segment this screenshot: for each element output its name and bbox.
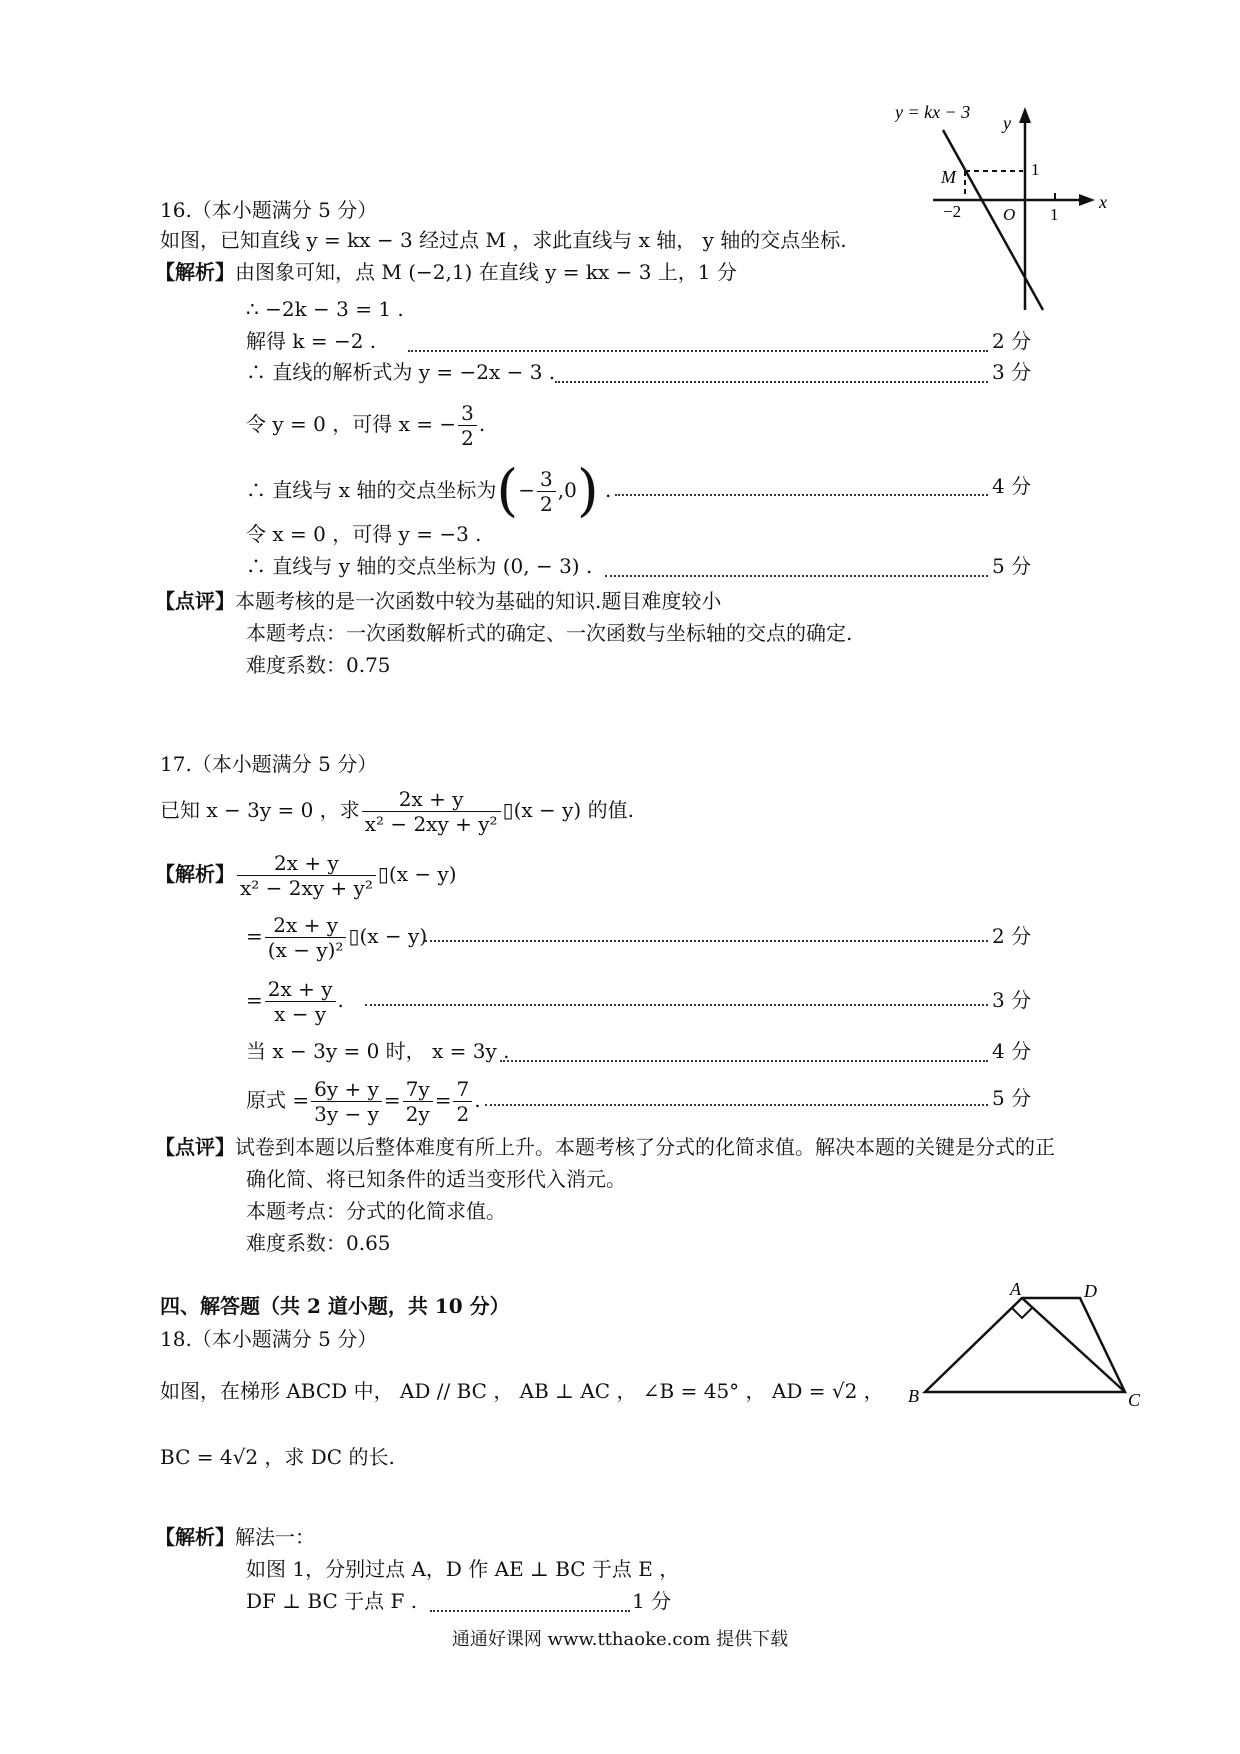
q16-step4-score: 3 分 [992,360,1032,384]
fraction [458,401,477,450]
q17-comment-line [155,1133,1055,1161]
numerator: 6y + y [311,1077,382,1102]
q18-line2: DF ⊥ BC 于点 F . [246,1589,418,1613]
fraction [537,467,556,516]
denominator: x² − 2xy + y² [240,876,373,900]
fraction [237,851,376,900]
q18-question2: BC = 4√2 ，求 DC 的长. [160,1445,395,1469]
q17-step4: 当 x − 3y = 0 时， x = 3y . [246,1039,510,1063]
q16-step6: ∴ 直线与 x 轴的交点坐标为(− $\frac{3}{2}$ ,0) . [246,458,612,524]
leader-dots [365,1004,988,1006]
jiexi-label: 【解析】 [155,862,235,886]
y-tick-1: 1 [1031,160,1040,179]
q17-comment3: 难度系数：0.65 [246,1231,391,1255]
denominator: (x − y)² [267,938,344,962]
vertex-c-label: C [1128,1390,1141,1410]
q17-question: 已知 x − 3y = 0 ，求 $\frac{2x + y}{\text{x² − 2xy + y²}}$ ▯(x − y) 的值. [160,787,634,836]
q16-step4: ∴ 直线的解析式为 y = −2x − 3 . [246,360,556,384]
q16-step8: ∴ 直线与 y 轴的交点坐标为 (0, − 3) . [246,554,593,578]
q16-comment1: 本题考核的是一次函数中较为基础的知识.题目难度较小 [235,589,722,613]
page-footer: 通通好课网 www.tthaoke.com 提供下载 [451,1629,789,1650]
q16-comment2: 本题考点：一次函数解析式的确定、一次函数与坐标轴的交点的确定. [246,621,853,645]
section4-heading: 四、解答题（共 2 道小题，共 10 分） [160,1294,510,1318]
denominator: 2 [461,426,474,450]
q17-comment2: 本题考点：分式的化简求值。 [246,1199,506,1223]
leader-dots [430,1610,630,1612]
jiexi-label: 【解析】 [155,260,235,284]
numerator: 2x + y [265,977,336,1002]
q16-step8-score: 5 分 [992,554,1032,578]
vertex-b-label: B [908,1386,919,1406]
fraction [453,1077,472,1126]
q17-step5-pre: 原式 = [246,1088,310,1112]
dianping-label: 【点评】 [155,1135,235,1159]
q17-step3-score: 3 分 [992,988,1032,1012]
q17-tail: (x − y) [388,862,457,886]
q17-step3: = $\frac{2x + y}{x - y}$ . [246,977,344,1026]
q16-figure-coordinate-graph [895,95,1135,325]
denominator: 2 [456,1102,470,1126]
q17-comment1: 试卷到本题以后整体难度有所上升。本题考核了分式的化简求值。解决本题的关键是分式的正 [235,1135,1055,1159]
leader-dots [605,575,988,577]
q17-title: 17.（本小题满分 5 分） [160,752,378,776]
q18-question1: 如图，在梯形 ABCD 中， AD // BC ， AB ⊥ AC ， ∠B = 45° ， AD = √2 ， [160,1379,884,1403]
q16-step2: ∴ −2k − 3 = 1 . [246,297,404,321]
q16-step6-score: 4 分 [992,474,1032,498]
leader-dots [408,350,988,352]
x-axis-label: x [1099,192,1107,212]
leader-dots [485,1104,988,1106]
fraction [311,1077,382,1126]
fraction [403,1077,433,1126]
q17-question-pre: 已知 x − 3y = 0 ，求 [160,798,360,822]
numerator: 3 [458,401,477,426]
x-tick-neg2: −2 [943,202,962,221]
q16-step7: 令 x = 0 ，可得 y = −3 . [246,522,482,546]
q17-tail: (x − y) [359,924,428,948]
q16-step3: 解得 k = −2 . [246,329,377,353]
vertex-d-label: D [1084,1281,1097,1301]
figure-equation-label: y = kx − 3 [895,102,971,122]
numerator: 7 [453,1077,472,1102]
denominator: 2 [539,492,553,516]
numerator: 2x + y [237,851,376,876]
q17-step2-score: 2 分 [992,924,1032,948]
q17-step5: 原式 = $\frac{6y + y}{3y - y}$ = $\frac{7y}{2y}$ = $\frac{7}{2}$ . [246,1077,481,1126]
leader-dots [555,381,988,383]
leader-dots [500,1060,988,1062]
numerator: 3 [537,467,556,492]
leader-dots [425,940,988,942]
denominator: x² − 2xy + y² [364,812,498,836]
q18-line1: 如图 1，分别过点 A，D 作 AE ⊥ BC 于点 E ， [246,1557,680,1581]
denominator: 2y [405,1102,430,1126]
q16-comment3: 难度系数：0.75 [246,653,391,677]
q18-figure-trapezoid [900,1280,1160,1410]
q17-step5-score: 5 分 [992,1086,1032,1110]
q17-step2: = $\frac{2x + y}{\text{(x − y)²}}$ ▯(x − y) [246,913,428,962]
q16-step6-text: ∴ 直线与 x 轴的交点坐标为 [246,478,497,502]
q16-comment-line [155,587,721,615]
x-tick-1: 1 [1050,205,1059,224]
y-axis-label: y [1003,113,1011,133]
q16-step5-text: 令 y = 0 ，可得 x = − [246,412,457,436]
fraction [362,787,501,836]
q18-jiexi-line [155,1523,315,1551]
point-m-label: M [941,167,956,187]
dianping-label: 【点评】 [155,589,235,613]
q18-method: 解法一： [235,1525,315,1549]
fraction [265,913,347,962]
origin-label: O [1003,205,1016,224]
numerator: 2x + y [362,787,501,812]
q16-title: 16.（本小题满分 5 分） [160,198,378,222]
q16-step3-score: 2 分 [992,329,1032,353]
fraction [265,977,336,1026]
q16-step1: 由图象可知，点 M (−2,1) 在直线 y = kx − 3 上，1 分 [235,260,737,284]
numerator: 2x + y [265,913,347,938]
leader-dots [615,494,988,496]
q18-line2-score: 1 分 [632,1589,672,1613]
denominator: 3y − y [314,1102,379,1126]
vertex-a-label: A [1010,1280,1021,1299]
q16-jiexi-line [155,258,737,286]
q18-title: 18.（本小题满分 5 分） [160,1327,378,1351]
q17-jiexi-line: 【解析】 $\frac{2x + y}{\text{x² − 2xy + y²}}$ ▯(x − y) [155,851,457,900]
q16-step5: 令 y = 0 ，可得 x = − $\frac{3}{2}$ . [246,401,486,450]
q17-question-post: (x − y) 的值. [513,798,634,822]
q17-step4-score: 4 分 [992,1039,1032,1063]
q17-comment1b: 确化简、将已知条件的适当变形代入消元。 [246,1167,626,1191]
jiexi-label: 【解析】 [155,1525,235,1549]
q16-question: 如图，已知直线 y = kx − 3 经过点 M ，求此直线与 x 轴， y 轴的交点坐标. [160,228,847,252]
denominator: x − y [274,1002,327,1026]
numerator: 7y [403,1077,433,1102]
